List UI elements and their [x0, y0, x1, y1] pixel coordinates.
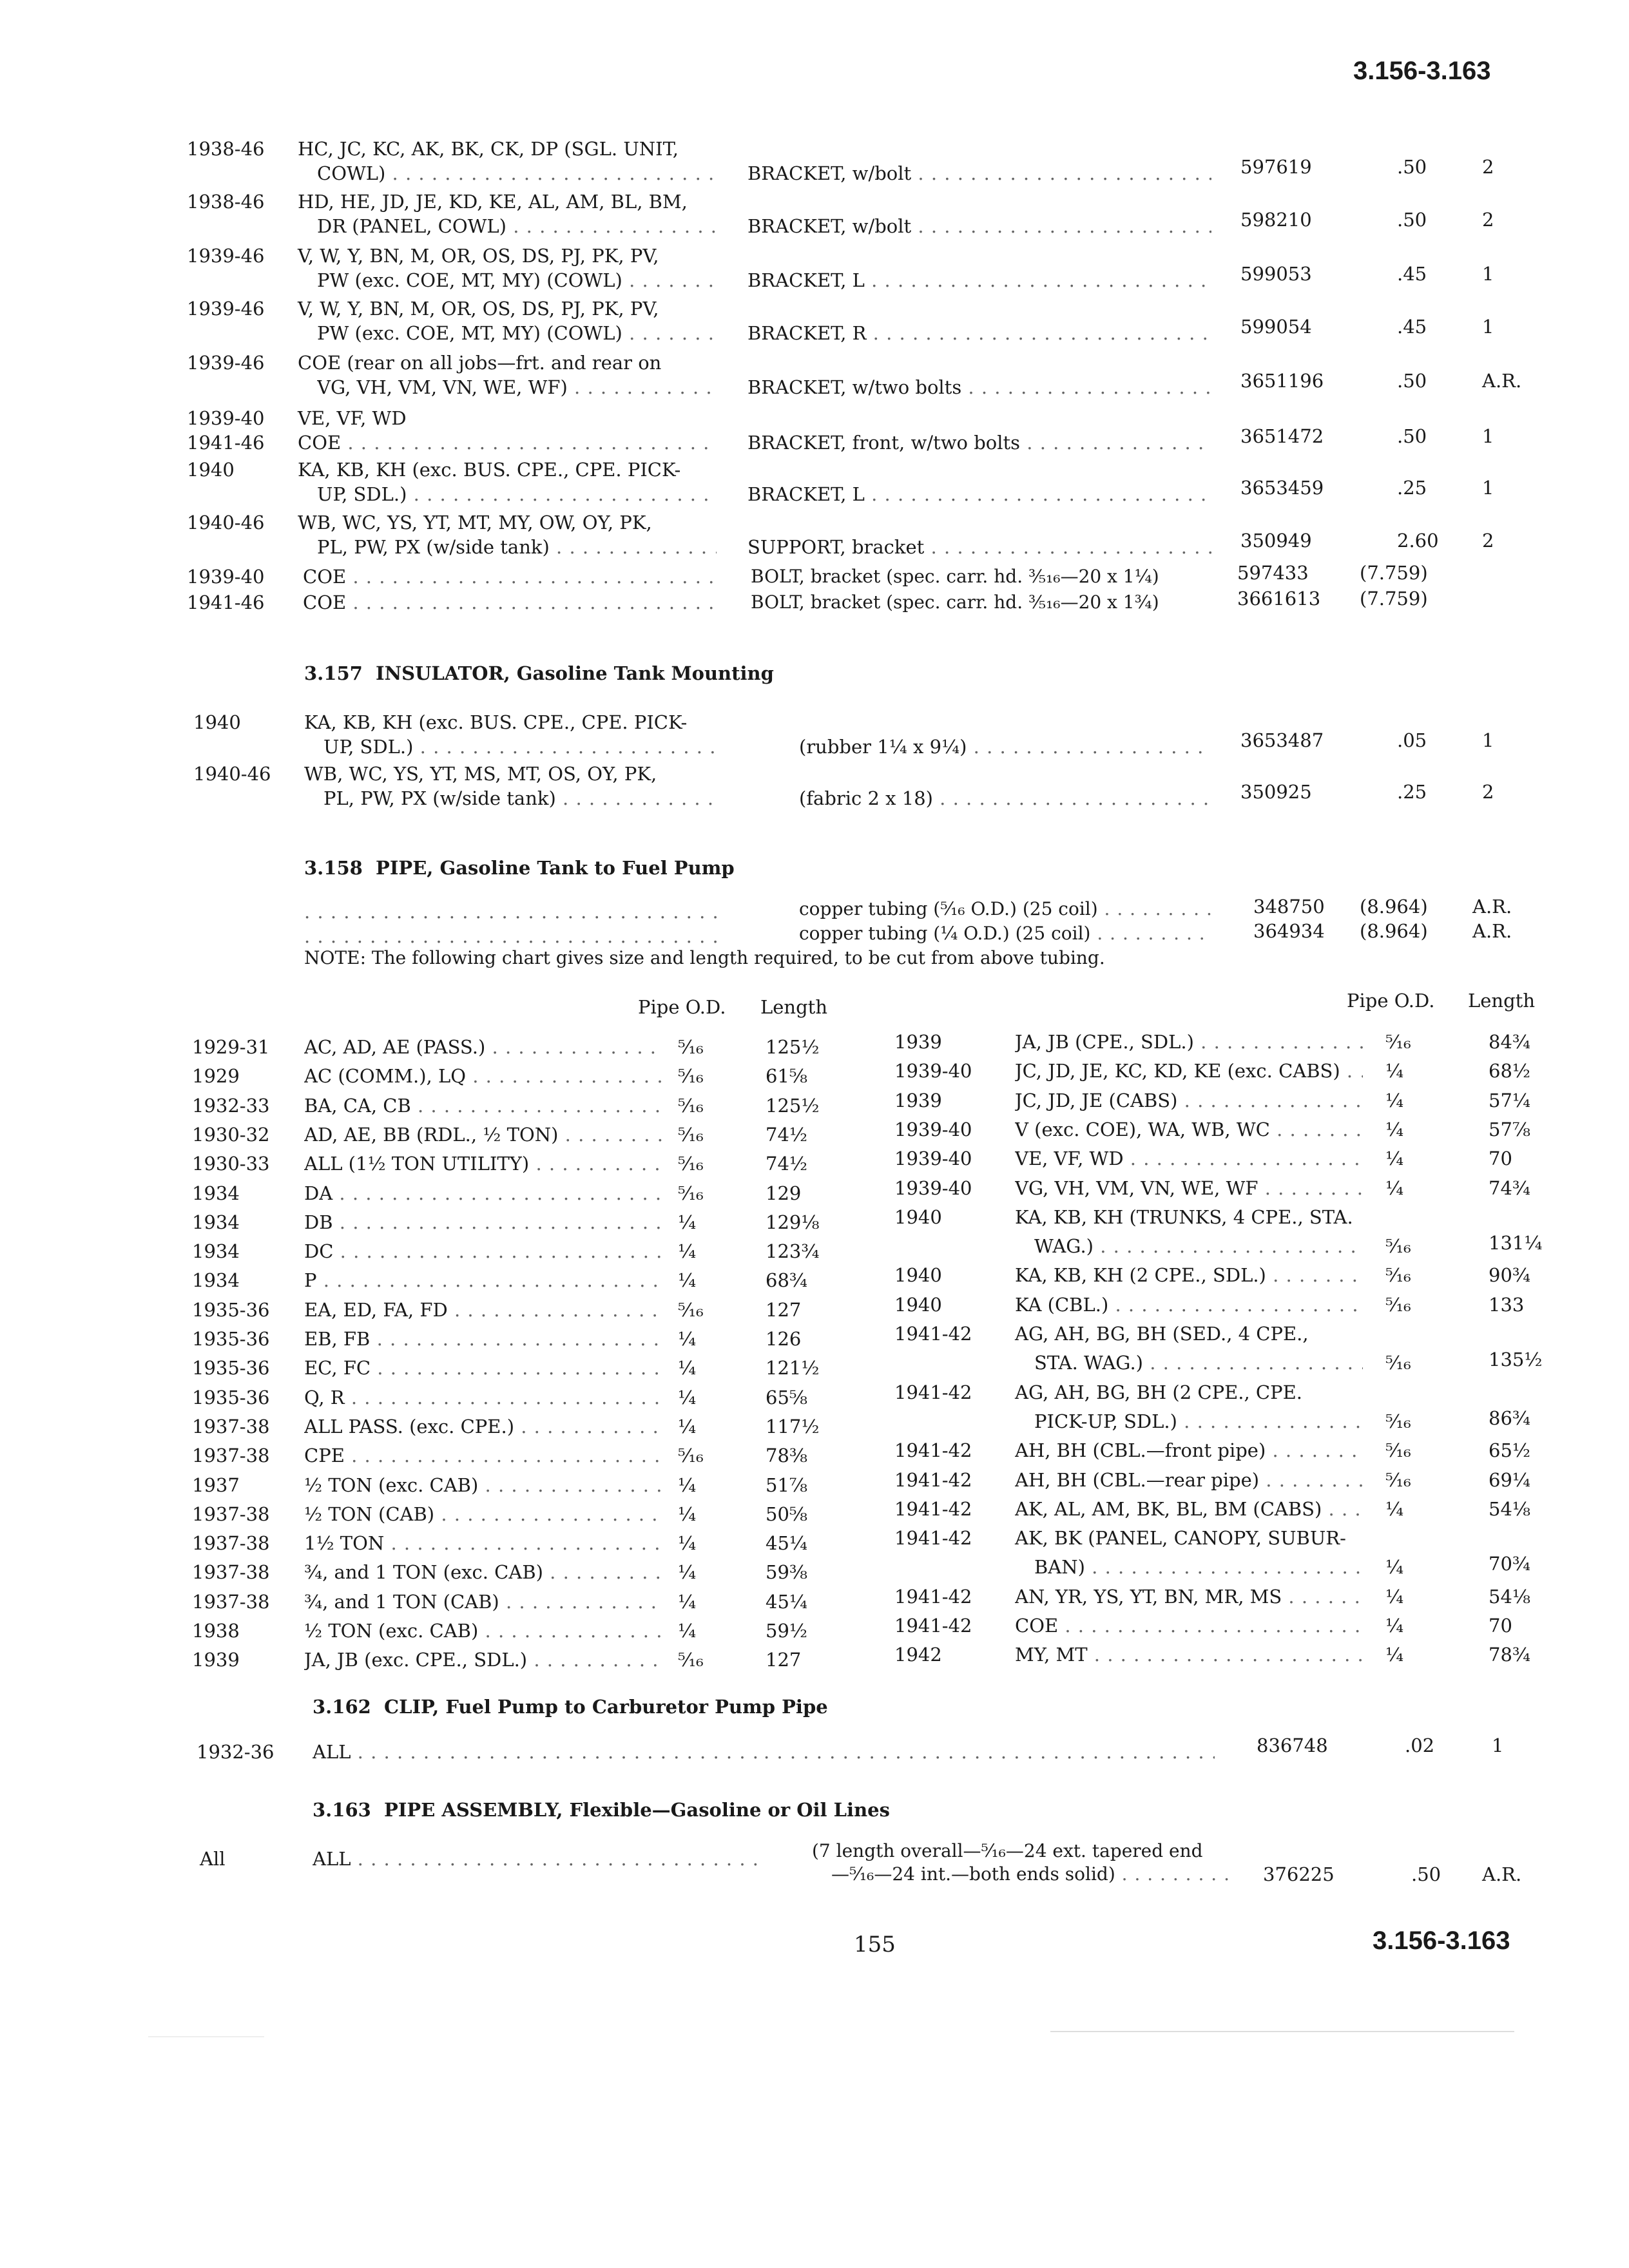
- section-163-heading: [313, 1799, 890, 1821]
- chart-right-pipe-od: ¼: [1385, 1615, 1404, 1637]
- chart-left-models: EC, FC . . .: [304, 1357, 665, 1379]
- chart-left-length: 45¼: [766, 1591, 808, 1613]
- chart-left-pipe-od: ⁵⁄₁₆: [678, 1153, 704, 1175]
- bracket-models-line2: COE . . .: [298, 432, 717, 454]
- chart-left-pipe-od: ¼: [678, 1357, 697, 1379]
- bracket-part-number: 3653459: [1240, 477, 1324, 499]
- chart-right-length: 69¼: [1489, 1468, 1531, 1491]
- section-162-heading: [313, 1696, 828, 1718]
- bracket-description: BRACKET, w/bolt . . .: [747, 162, 1211, 184]
- chart-left-pipe-od: ¼: [678, 1591, 697, 1613]
- chart-right-pipe-od: ¼: [1385, 1177, 1404, 1199]
- bracket-price: .50: [1397, 370, 1427, 392]
- bracket-description: BRACKET, w/bolt . . .: [747, 215, 1211, 237]
- chart-left-models: Q, R . . .: [304, 1387, 665, 1408]
- chart-left-years: 1930-32: [192, 1124, 270, 1146]
- chart-right-pipe-od: ⁵⁄₁₆: [1385, 1293, 1411, 1316]
- chart-left-models: P . . .: [304, 1269, 665, 1291]
- chart-left-models: DA . . .: [304, 1182, 665, 1204]
- bracket-models-line1: VE, VF, WD: [298, 407, 407, 429]
- bracket-models-line1: HC, JC, KC, AK, BK, CK, DP (SGL. UNIT,: [298, 138, 679, 160]
- bracket-qty: 1: [1482, 425, 1494, 447]
- chart-right-models: AH, BH (CBL.—rear pipe) . . .: [1015, 1469, 1363, 1491]
- bracket-years: 1938-46: [187, 138, 265, 160]
- bracket-qty: 1: [1482, 263, 1494, 285]
- chart-right-years: 1941-42: [894, 1381, 972, 1403]
- chart-left-years: 1937-38: [192, 1445, 270, 1466]
- chart-left-pipe-od: ¼: [678, 1269, 697, 1291]
- chart-left-length: 45¼: [766, 1532, 808, 1554]
- tubing-leader: [304, 925, 717, 947]
- clip-models: ALL . . .: [313, 1741, 764, 1763]
- chart-right-length: 84¾: [1489, 1031, 1531, 1053]
- chart-left-length: 125½: [766, 1036, 820, 1058]
- chart-left-models: ¾, and 1 TON (CAB) . . .: [304, 1591, 665, 1613]
- bracket-qty: A.R.: [1482, 370, 1522, 392]
- chart-right-years: 1940: [894, 1293, 942, 1316]
- insulator-years: 1940: [193, 711, 241, 733]
- chart-right-length: 68½: [1489, 1060, 1531, 1082]
- chart-right-length: 78¾: [1489, 1644, 1531, 1666]
- clip-part-number: 836748: [1257, 1735, 1328, 1756]
- pipe-assembly-price: .50: [1411, 1863, 1441, 1885]
- bolt-price: (7.759): [1360, 562, 1428, 584]
- chart-left-models: ½ TON (CAB) . . .: [304, 1503, 665, 1525]
- bracket-price: .25: [1397, 477, 1427, 499]
- chart-left-length: 127: [766, 1299, 802, 1321]
- chart-right-models-line1: KA, KB, KH (TRUNKS, 4 CPE., STA.: [1015, 1206, 1353, 1228]
- insulator-years: 1940-46: [193, 763, 271, 785]
- bolt-description: BOLT, bracket (spec. carr. hd. ⅗₁₆—20 x 1¼): [751, 566, 1159, 587]
- bracket-price: .50: [1397, 156, 1427, 178]
- bracket-price: .45: [1397, 316, 1427, 338]
- insulator-models-line1: WB, WC, YS, YT, MS, MT, OS, OY, PK,: [304, 763, 657, 785]
- chart-right-pipe-od: ¼: [1385, 1497, 1404, 1520]
- chart-right-years: 1939-40: [894, 1177, 972, 1199]
- insulator-price: .25: [1397, 781, 1427, 803]
- chart-right-length: 133: [1489, 1293, 1525, 1316]
- bracket-qty: 2: [1482, 156, 1494, 178]
- chart-left-years: 1937: [192, 1474, 240, 1496]
- chart-right-pipe-od: ⁵⁄₁₆: [1385, 1410, 1411, 1432]
- chart-right-years: 1941-42: [894, 1527, 972, 1550]
- chart-left-models: ALL PASS. (exc. CPE.) . . .: [304, 1416, 665, 1437]
- chart-left-models: AC (COMM.), LQ . . .: [304, 1065, 665, 1087]
- chart-left-pipe-od: ⁵⁄₁₆: [678, 1445, 704, 1466]
- chart-left-years: 1930-33: [192, 1153, 270, 1175]
- chart-right-pipe-od: ¼: [1385, 1556, 1404, 1579]
- chart-left-length: 61⅝: [766, 1065, 808, 1087]
- chart-left-pipe-od: ⁵⁄₁₆: [678, 1065, 704, 1087]
- chart-right-pipe-od: ⁵⁄₁₆: [1385, 1468, 1411, 1491]
- bolt-part-number: 3661613: [1237, 588, 1321, 610]
- bracket-qty: 1: [1482, 477, 1494, 499]
- insulator-models-line1: KA, KB, KH (exc. BUS. CPE., CPE. PICK-: [304, 711, 688, 733]
- chart-right-years: 1939-40: [894, 1118, 972, 1140]
- chart-right-length: 131¼: [1489, 1231, 1543, 1254]
- section-title: PIPE ASSEMBLY, Flexible—Gasoline or Oil Lines: [384, 1799, 890, 1821]
- left-pipe-od-header: Pipe O.D.: [638, 996, 726, 1018]
- tubing-part-number: 348750: [1253, 896, 1325, 918]
- chart-left-models: EA, ED, FA, FD . . .: [304, 1299, 665, 1321]
- chart-left-models: ½ TON (exc. CAB) . . .: [304, 1620, 665, 1642]
- chart-right-length: 70: [1489, 1148, 1512, 1170]
- tubing-description: copper tubing (¼ O.D.) (25 coil) . . .: [799, 923, 1211, 944]
- insulator-part-number: 3653487: [1240, 729, 1324, 751]
- chart-right-years: 1940: [894, 1206, 942, 1228]
- chart-right-models: AN, YR, YS, YT, BN, MR, MS . . .: [1015, 1586, 1363, 1608]
- bracket-years: 1939-46: [187, 352, 265, 374]
- chart-left-pipe-od: ¼: [678, 1620, 697, 1642]
- chart-left-models: AC, AD, AE (PASS.) . . .: [304, 1036, 665, 1058]
- right-pipe-od-header: Pipe O.D.: [1347, 990, 1435, 1012]
- chart-right-years: 1939-40: [894, 1060, 972, 1082]
- section-157-heading: [304, 662, 774, 684]
- chart-right-length: 86¾: [1489, 1407, 1531, 1429]
- chart-right-length: 54⅛: [1489, 1585, 1531, 1608]
- tubing-leader: [304, 901, 717, 923]
- chart-left-models: JA, JB (exc. CPE., SDL.) . . .: [304, 1649, 665, 1671]
- chart-left-years: 1937-38: [192, 1532, 270, 1554]
- chart-right-length: 90¾: [1489, 1264, 1531, 1287]
- insulator-models-line2: UP, SDL.) . . .: [323, 736, 717, 758]
- chart-right-models-line2: PICK-UP, SDL.) . . .: [1034, 1410, 1363, 1432]
- chart-right-years: 1939: [894, 1089, 942, 1111]
- chart-left-models: AD, AE, BB (RDL., ½ TON) . . .: [304, 1124, 665, 1146]
- bracket-price: .50: [1397, 425, 1427, 447]
- chart-left-length: 78⅜: [766, 1445, 808, 1466]
- chart-left-years: 1937-38: [192, 1416, 270, 1437]
- chart-left-length: 129⅛: [766, 1211, 820, 1233]
- bracket-price: 2.60: [1397, 530, 1439, 552]
- bolt-years: 1941-46: [187, 591, 265, 613]
- tubing-price: (8.964): [1360, 896, 1428, 918]
- chart-right-models: KA, KB, KH (2 CPE., SDL.) . . .: [1015, 1264, 1363, 1286]
- insulator-part-number: 350925: [1240, 781, 1312, 803]
- bracket-part-number: 598210: [1240, 209, 1312, 231]
- chart-right-length: 70¾: [1489, 1553, 1531, 1575]
- chart-right-years: 1941-42: [894, 1323, 972, 1345]
- chart-left-years: 1934: [192, 1269, 240, 1291]
- chart-left-models: ½ TON (exc. CAB) . . .: [304, 1474, 665, 1496]
- chart-left-pipe-od: ¼: [678, 1211, 697, 1233]
- bracket-part-number: 599054: [1240, 316, 1312, 338]
- bracket-description: BRACKET, front, w/two bolts . . .: [747, 432, 1211, 454]
- bracket-models-line2: PL, PW, PX (w/side tank) . . .: [317, 536, 717, 558]
- section-title: PIPE, Gasoline Tank to Fuel Pump: [376, 857, 735, 879]
- chart-left-models: ¾, and 1 TON (exc. CAB) . . .: [304, 1561, 665, 1583]
- section-158-heading: [304, 857, 735, 879]
- chart-left-models: DB . . .: [304, 1211, 665, 1233]
- chart-left-models: 1½ TON . . .: [304, 1532, 665, 1554]
- chart-left-pipe-od: ⁵⁄₁₆: [678, 1036, 704, 1058]
- chart-right-pipe-od: ¼: [1385, 1060, 1404, 1082]
- bracket-models-line1: WB, WC, YS, YT, MT, MY, OW, OY, PK,: [298, 512, 652, 533]
- bracket-qty: 1: [1482, 316, 1494, 338]
- chart-right-pipe-od: ⁵⁄₁₆: [1385, 1235, 1411, 1257]
- tubing-qty: A.R.: [1472, 920, 1512, 942]
- chart-right-models: AH, BH (CBL.—front pipe) . . .: [1015, 1439, 1363, 1461]
- chart-right-models-line1: AG, AH, BG, BH (SED., 4 CPE.,: [1015, 1323, 1309, 1345]
- chart-left-pipe-od: ⁵⁄₁₆: [678, 1182, 704, 1204]
- chart-right-pipe-od: ¼: [1385, 1585, 1404, 1608]
- bracket-price: .45: [1397, 263, 1427, 285]
- bracket-part-number: 3651196: [1240, 370, 1324, 392]
- chart-left-pipe-od: ¼: [678, 1240, 697, 1262]
- scan-mark: [148, 2036, 264, 2037]
- clip-price: .02: [1405, 1735, 1435, 1756]
- page-header-range: 3.156-3.163: [1353, 57, 1491, 85]
- bolt-part-number: 597433: [1237, 562, 1309, 584]
- bracket-part-number: 599053: [1240, 263, 1312, 285]
- bracket-models-line1: V, W, Y, BN, M, OR, OS, DS, PJ, PK, PV,: [298, 298, 659, 320]
- pipe-assembly-models: ALL . . .: [313, 1848, 764, 1870]
- bracket-models-line2: DR (PANEL, COWL) . . .: [317, 215, 717, 237]
- insulator-price: .05: [1397, 729, 1427, 751]
- chart-right-pipe-od: ¼: [1385, 1089, 1404, 1111]
- chart-right-models: AK, AL, AM, BK, BL, BM (CABS) . . .: [1015, 1498, 1363, 1520]
- bracket-years-secondary: 1941-46: [187, 432, 265, 454]
- chart-left-length: 129: [766, 1182, 802, 1204]
- chart-left-pipe-od: ¼: [678, 1474, 697, 1496]
- chart-left-pipe-od: ¼: [678, 1416, 697, 1437]
- chart-right-years: 1939: [894, 1031, 942, 1053]
- bolt-description: BOLT, bracket (spec. carr. hd. ⅗₁₆—20 x 1¾): [751, 591, 1159, 613]
- bracket-models-line2: VG, VH, VM, VN, WE, WF) . . .: [317, 376, 717, 398]
- chart-left-models: EB, FB . . .: [304, 1328, 665, 1350]
- chart-right-years: 1941-42: [894, 1497, 972, 1520]
- bracket-description: BRACKET, R . . .: [747, 322, 1211, 344]
- section-number: 3.157: [304, 662, 363, 684]
- page-footer-range: 3.156-3.163: [1373, 1927, 1510, 1955]
- bracket-years: 1940-46: [187, 512, 265, 533]
- chart-left-pipe-od: ¼: [678, 1387, 697, 1408]
- chart-right-models-line1: AK, BK (PANEL, CANOPY, SUBUR-: [1015, 1527, 1346, 1550]
- chart-left-length: 65⅝: [766, 1387, 808, 1408]
- chart-left-pipe-od: ¼: [678, 1532, 697, 1554]
- tubing-qty: A.R.: [1472, 896, 1512, 918]
- chart-left-years: 1934: [192, 1182, 240, 1204]
- bracket-models-line1: HD, HE, JD, JE, KD, KE, AL, AM, BL, BM,: [298, 191, 688, 213]
- chart-right-years: 1941-42: [894, 1615, 972, 1637]
- bolt-years: 1939-40: [187, 566, 265, 588]
- chart-left-length: 59⅜: [766, 1561, 808, 1583]
- left-length-header: Length: [760, 996, 827, 1018]
- chart-left-length: 50⅝: [766, 1503, 808, 1525]
- chart-right-years: 1941-42: [894, 1439, 972, 1462]
- bracket-part-number: 350949: [1240, 530, 1312, 552]
- chart-left-years: 1937-38: [192, 1561, 270, 1583]
- section-number: 3.163: [313, 1799, 371, 1821]
- bracket-years: 1939-40: [187, 407, 265, 429]
- chart-note: NOTE: The following chart gives size and length required, to be cut from above tubing.: [304, 947, 1105, 968]
- chart-right-length: 70: [1489, 1615, 1512, 1637]
- bracket-years: 1939-46: [187, 298, 265, 320]
- chart-right-years: 1939-40: [894, 1148, 972, 1170]
- tubing-description: copper tubing (⁵⁄₁₆ O.D.) (25 coil) . . .: [799, 898, 1211, 919]
- bracket-models-line1: V, W, Y, BN, M, OR, OS, DS, PJ, PK, PV,: [298, 245, 659, 267]
- chart-right-models-line2: STA. WAG.) . . .: [1034, 1352, 1363, 1374]
- insulator-description: (fabric 2 x 18) . . .: [799, 787, 1211, 809]
- section-number: 3.158: [304, 857, 363, 879]
- bracket-years: 1938-46: [187, 191, 265, 213]
- chart-right-pipe-od: ⁵⁄₁₆: [1385, 1264, 1411, 1287]
- chart-left-length: 74½: [766, 1153, 808, 1175]
- tubing-part-number: 364934: [1253, 920, 1325, 942]
- chart-right-models: V (exc. COE), WA, WB, WC . . .: [1015, 1119, 1363, 1140]
- section-title: CLIP, Fuel Pump to Carburetor Pump Pipe: [384, 1696, 828, 1718]
- chart-left-pipe-od: ¼: [678, 1503, 697, 1525]
- chart-right-years: 1940: [894, 1264, 942, 1287]
- chart-right-models: JC, JD, JE, KC, KD, KE (exc. CABS) . . .: [1015, 1060, 1363, 1082]
- chart-right-models: KA (CBL.) . . .: [1015, 1294, 1363, 1316]
- chart-left-years: 1937-38: [192, 1591, 270, 1613]
- chart-left-years: 1929: [192, 1065, 240, 1087]
- bracket-models-line1: KA, KB, KH (exc. BUS. CPE., CPE. PICK-: [298, 459, 681, 481]
- chart-right-pipe-od: ⁵⁄₁₆: [1385, 1352, 1411, 1374]
- chart-right-length: 65½: [1489, 1439, 1531, 1462]
- chart-right-pipe-od: ¼: [1385, 1148, 1404, 1170]
- chart-right-models: VE, VF, WD . . .: [1015, 1148, 1363, 1169]
- chart-left-pipe-od: ⁵⁄₁₆: [678, 1124, 704, 1146]
- chart-right-models-line2: WAG.) . . .: [1034, 1235, 1363, 1257]
- bracket-models-line2: COWL) . . .: [317, 162, 717, 184]
- pipe-assembly-desc-line1: (7 length overall—⁵⁄₁₆—24 ext. tapered end: [812, 1840, 1203, 1861]
- chart-left-length: 74½: [766, 1124, 808, 1146]
- chart-right-length: 54⅛: [1489, 1497, 1531, 1520]
- chart-left-models: BA, CA, CB . . .: [304, 1095, 665, 1117]
- bracket-part-number: 3651472: [1240, 425, 1324, 447]
- chart-right-pipe-od: ⁵⁄₁₆: [1385, 1031, 1411, 1053]
- chart-right-models: MY, MT . . .: [1015, 1644, 1363, 1666]
- bracket-description: BRACKET, L . . .: [747, 483, 1211, 505]
- chart-left-years: 1935-36: [192, 1299, 270, 1321]
- chart-left-pipe-od: ¼: [678, 1328, 697, 1350]
- chart-left-length: 121½: [766, 1357, 820, 1379]
- chart-left-models: CPE . . .: [304, 1445, 665, 1466]
- chart-right-models: JA, JB (CPE., SDL.) . . .: [1015, 1031, 1363, 1053]
- bracket-models-line1: COE (rear on all jobs—frt. and rear on: [298, 352, 662, 374]
- bracket-part-number: 597619: [1240, 156, 1312, 178]
- clip-leader: [764, 1741, 1215, 1763]
- chart-right-years: 1942: [894, 1644, 942, 1666]
- chart-left-length: 59½: [766, 1620, 808, 1642]
- chart-left-pipe-od: ⁵⁄₁₆: [678, 1095, 704, 1117]
- bracket-qty: 2: [1482, 530, 1494, 552]
- chart-left-pipe-od: ¼: [678, 1561, 697, 1583]
- chart-right-years: 1941-42: [894, 1585, 972, 1608]
- bolt-models: COE . . .: [303, 566, 722, 588]
- chart-left-years: 1937-38: [192, 1503, 270, 1525]
- bracket-description: BRACKET, L . . .: [747, 269, 1211, 291]
- section-title: INSULATOR, Gasoline Tank Mounting: [376, 662, 774, 684]
- section-number: 3.162: [313, 1696, 371, 1718]
- chart-right-models-line2: BAN) . . .: [1034, 1556, 1363, 1578]
- bracket-years: 1939-46: [187, 245, 265, 267]
- bracket-description: SUPPORT, bracket . . .: [747, 536, 1211, 558]
- bracket-models-line2: PW (exc. COE, MT, MY) (COWL) . . .: [317, 269, 717, 291]
- bolt-models: COE . . .: [303, 591, 722, 613]
- bracket-price: .50: [1397, 209, 1427, 231]
- chart-left-models: DC . . .: [304, 1240, 665, 1262]
- clip-years: 1932-36: [197, 1741, 275, 1763]
- chart-right-models: VG, VH, VM, VN, WE, WF . . .: [1015, 1177, 1363, 1199]
- insulator-qty: 1: [1482, 729, 1494, 751]
- chart-left-years: 1935-36: [192, 1328, 270, 1350]
- bracket-models-line2: UP, SDL.) . . .: [317, 483, 717, 505]
- bracket-description: BRACKET, w/two bolts . . .: [747, 376, 1211, 398]
- chart-left-length: 51⅞: [766, 1474, 808, 1496]
- pipe-assembly-years: All: [200, 1848, 226, 1870]
- bracket-qty: 2: [1482, 209, 1494, 231]
- clip-qty: 1: [1492, 1735, 1504, 1756]
- pipe-assembly-desc-line2: —⁵⁄₁₆—24 int.—both ends solid) . . .: [831, 1863, 1231, 1885]
- insulator-models-line2: PL, PW, PX (w/side tank) . . .: [323, 787, 717, 809]
- scan-mark: [1050, 2031, 1514, 2032]
- right-length-header: Length: [1468, 990, 1535, 1012]
- chart-left-pipe-od: ⁵⁄₁₆: [678, 1299, 704, 1321]
- chart-left-length: 123¾: [766, 1240, 820, 1262]
- bracket-models-line2: PW (exc. COE, MT, MY) (COWL) . . .: [317, 322, 717, 344]
- chart-left-length: 117½: [766, 1416, 820, 1437]
- chart-left-years: 1932-33: [192, 1095, 270, 1117]
- insulator-qty: 2: [1482, 781, 1494, 803]
- chart-left-years: 1934: [192, 1211, 240, 1233]
- page-number: 155: [854, 1932, 896, 1957]
- chart-right-length: 57¼: [1489, 1089, 1531, 1111]
- tubing-price: (8.964): [1360, 920, 1428, 942]
- chart-left-pipe-od: ⁵⁄₁₆: [678, 1649, 704, 1671]
- bolt-price: (7.759): [1360, 588, 1428, 610]
- chart-left-years: 1935-36: [192, 1357, 270, 1379]
- pipe-assembly-part-number: 376225: [1263, 1863, 1335, 1885]
- chart-right-length: 135½: [1489, 1349, 1543, 1370]
- chart-left-years: 1939: [192, 1649, 240, 1671]
- chart-right-years: 1941-42: [894, 1468, 972, 1491]
- pipe-assembly-qty: A.R.: [1482, 1863, 1522, 1885]
- bracket-years: 1940: [187, 459, 235, 481]
- chart-left-years: 1929-31: [192, 1036, 270, 1058]
- chart-right-pipe-od: ⁵⁄₁₆: [1385, 1439, 1411, 1462]
- chart-left-years: 1934: [192, 1240, 240, 1262]
- chart-left-years: 1938: [192, 1620, 240, 1642]
- chart-right-models-line1: AG, AH, BG, BH (2 CPE., CPE.: [1015, 1381, 1303, 1403]
- chart-right-models: COE . . .: [1015, 1615, 1363, 1637]
- chart-left-length: 127: [766, 1649, 802, 1671]
- chart-right-length: 74¾: [1489, 1177, 1531, 1199]
- insulator-description: (rubber 1¼ x 9¼) . . .: [799, 736, 1211, 758]
- chart-left-length: 125½: [766, 1095, 820, 1117]
- chart-right-pipe-od: ¼: [1385, 1644, 1404, 1666]
- chart-left-length: 126: [766, 1328, 802, 1350]
- chart-left-length: 68¾: [766, 1269, 808, 1291]
- chart-left-years: 1935-36: [192, 1387, 270, 1408]
- chart-left-models: ALL (1½ TON UTILITY) . . .: [304, 1153, 665, 1175]
- chart-right-length: 57⅞: [1489, 1118, 1531, 1140]
- chart-right-models: JC, JD, JE (CABS) . . .: [1015, 1090, 1363, 1111]
- chart-right-pipe-od: ¼: [1385, 1118, 1404, 1140]
